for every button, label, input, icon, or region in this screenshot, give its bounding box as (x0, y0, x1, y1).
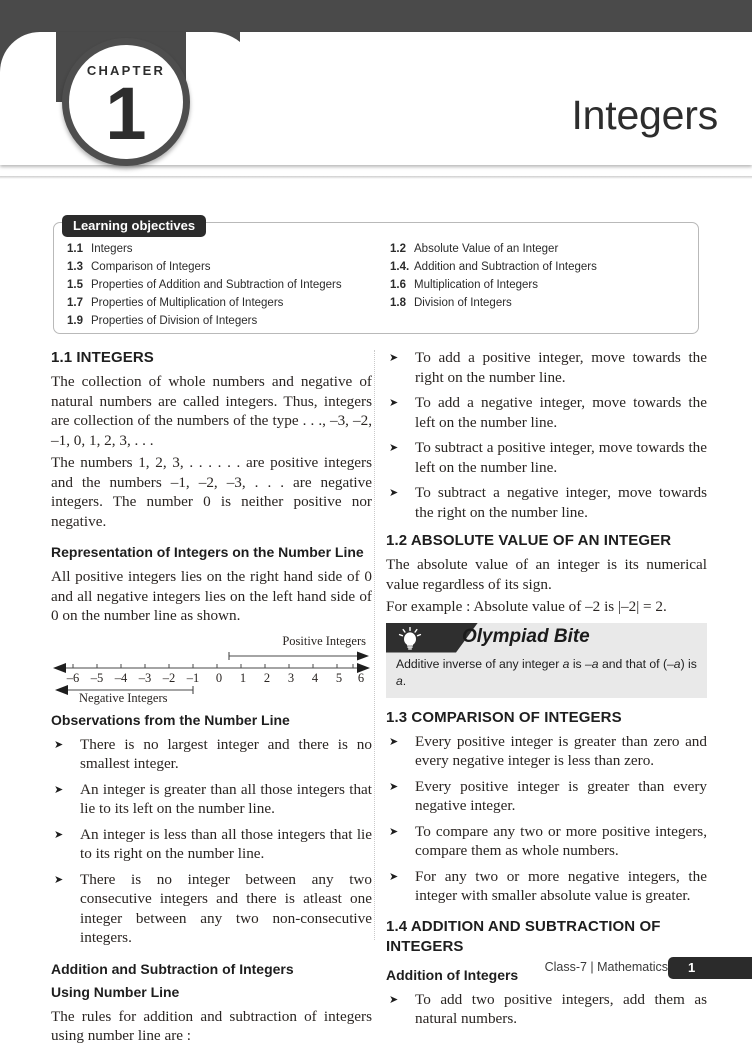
list-item-text: To compare any two or more positive integers, compare them as whole numbers. (415, 822, 707, 859)
list-item-text: An integer is less than all those integers that lie to its right on the number line. (80, 825, 372, 862)
list-item (386, 393, 707, 432)
arrow-bullet-icon: ➤ (389, 824, 399, 838)
arrow-bullet-icon: ➤ (54, 872, 64, 886)
lightbulb-icon (397, 627, 423, 650)
oly-text-suffix: . (402, 673, 407, 688)
tick-label: –6 (66, 670, 80, 685)
list-item-text: To add two positive integers, add them as natural numbers. (415, 990, 707, 1027)
list-item (51, 735, 372, 774)
lo-item (390, 294, 699, 312)
lo-item (390, 240, 699, 258)
header-dark-band (0, 0, 752, 32)
lo-item-number: 1.8 (390, 297, 406, 309)
list-item-text: Every positive integer is greater than zero and every negative integer is less than zero. (415, 732, 707, 769)
olympiad-bite-header (386, 623, 707, 653)
lo-item-label: Properties of Division of Integers (91, 315, 258, 327)
section-1-1-paragraph-2: The numbers 1, 2, 3, . . . . . . are positive integers and the numbers –1, –2, –3, . . . are negative integers. The number 0 is neither positive nor negative. (51, 454, 372, 530)
tick-label: 4 (311, 670, 319, 685)
list-item-text: There is no integer between any two consecutive integers and there is atleast one integer between any two non-consecutive integers. (80, 870, 372, 946)
list-item (386, 732, 707, 771)
list-item (386, 777, 707, 816)
list-item (386, 990, 707, 1029)
tick-label: –5 (90, 670, 104, 685)
number-line-tick-labels (51, 671, 372, 687)
lo-item-label: Multiplication of Integers (414, 279, 539, 291)
number-line-negative-label: Negative Integers (79, 690, 168, 705)
arrow-bullet-icon: ➤ (389, 441, 399, 454)
tick-label: 2 (263, 670, 271, 685)
oly-var-a4: a (396, 673, 403, 688)
footer-label: Class-7 | Mathematics (544, 960, 668, 974)
learning-objectives-badge: Learning objectives (62, 215, 206, 237)
arrow-bullet-icon: ➤ (54, 827, 64, 841)
observations-list (51, 735, 372, 948)
content-column-left (51, 348, 372, 1049)
tick-label: –1 (186, 670, 200, 685)
olympiad-bite-callout (386, 623, 707, 698)
comparison-list (386, 732, 707, 906)
lo-item (67, 294, 376, 312)
learning-objectives-list (53, 240, 699, 330)
arrow-bullet-icon: ➤ (54, 782, 64, 796)
section-1-2-paragraph-2: For example : Absolute value of –2 is |–2| = 2. (386, 598, 667, 615)
addsub-paragraph: The rules for addition and subtraction of integers using number line are : (51, 1007, 372, 1044)
list-item-text: For any two or more negative integers, the integer with smaller absolute value is greater. (415, 867, 707, 904)
oly-var-a1: a (562, 656, 570, 671)
tick-label: 6 (357, 670, 365, 685)
learning-objectives-column-left (53, 240, 376, 330)
list-item-text: To subtract a positive integer, move towards the left on the number line. (415, 439, 707, 476)
representation-paragraph: All positive integers lies on the right hand side of 0 and all negative integers lies on the left hand side of 0 on the number line as shown. (51, 568, 372, 624)
section-heading-1-1: 1.1 INTEGERS (51, 349, 154, 366)
arrow-bullet-icon: ➤ (389, 992, 399, 1006)
list-item (386, 867, 707, 906)
lo-item-label: Absolute Value of an Integer (414, 243, 559, 255)
lo-item-number: 1.1 (67, 243, 83, 255)
lo-item (390, 258, 699, 276)
lo-item-label: Addition and Subtraction of Integers (414, 261, 597, 273)
list-item-text: To add a positive integer, move towards the right on the number line. (415, 349, 707, 386)
learning-objectives-column-right (376, 240, 699, 330)
list-item-text: To subtract a negative integer, move towards the right on the number line. (415, 484, 707, 521)
oly-text-mid3: ) is (680, 656, 697, 671)
lo-item (67, 276, 376, 294)
lo-item-number: 1.4. (390, 261, 410, 273)
list-item-text: There is no largest integer and there is no smallest integer. (80, 735, 372, 772)
tick-label: 3 (287, 670, 295, 685)
lo-item-number: 1.2 (390, 243, 406, 255)
arrow-bullet-icon: ➤ (389, 396, 399, 409)
tick-label: 5 (335, 670, 343, 685)
lo-item-number: 1.5 (67, 279, 83, 291)
chapter-number: 1 (105, 72, 147, 155)
list-item (51, 870, 372, 948)
lo-item (67, 258, 376, 276)
list-item (51, 825, 372, 864)
lo-item-label: Integers (91, 243, 133, 255)
oly-text-mid2: and that of ( (598, 656, 668, 671)
page-number-box (668, 957, 752, 979)
arrow-bullet-icon: ➤ (389, 486, 399, 499)
list-item-text: Every positive integer is greater than every negative integer. (415, 777, 707, 814)
lo-item-number: 1.9 (67, 315, 83, 327)
header-underline-rule (0, 176, 752, 179)
content-column-right (386, 348, 707, 1035)
tick-label: –3 (138, 670, 152, 685)
list-item-text: To add a negative integer, move towards the left on the number line. (415, 394, 707, 431)
list-item (386, 348, 707, 387)
lo-item (67, 240, 376, 258)
lo-item-number: 1.7 (67, 297, 83, 309)
lo-item (67, 312, 376, 330)
page-title: Integers (571, 92, 718, 138)
arrow-bullet-icon: ➤ (389, 779, 399, 793)
list-item (386, 438, 707, 477)
list-item (51, 780, 372, 819)
list-item (386, 483, 707, 522)
lo-item-label: Properties of Multiplication of Integers (91, 297, 284, 309)
lo-item-label: Division of Integers (414, 297, 512, 309)
lo-item-number: 1.6 (390, 279, 406, 291)
tick-label: 0 (215, 670, 223, 685)
number-line-figure (51, 634, 372, 708)
chapter-badge (62, 38, 190, 166)
subheading-addsub-line1: Addition and Subtraction of Integers (51, 960, 294, 977)
lo-item-number: 1.3 (67, 261, 83, 273)
arrow-bullet-icon: ➤ (54, 737, 64, 751)
oly-var-a2: –a (585, 656, 599, 671)
subheading-representation: Representation of Integers on the Number Line (51, 544, 364, 560)
section-1-1-paragraph-1: The collection of whole numbers and negative of natural numbers are called integers. Thus, integers are collection of the numbers of the type . . ., –3, –2, –1, 0, 1, 2, 3, . . . (51, 373, 372, 449)
tick-label: –2 (162, 670, 176, 685)
subheading-addsub-line2: Using Number Line (51, 983, 180, 1000)
subheading-observations: Observations from the Number Line (51, 711, 290, 728)
page-number: 1 (688, 960, 696, 975)
page-header (0, 0, 752, 180)
lo-item (390, 276, 699, 294)
column-divider (374, 350, 376, 940)
section-1-2-paragraph-1: The absolute value of an integer is its numerical value regardless of its sign. (386, 556, 707, 593)
lo-item-label: Properties of Addition and Subtraction of Integers (91, 279, 342, 291)
arrow-bullet-icon: ➤ (389, 734, 399, 748)
section-heading-1-3: 1.3 COMPARISON OF INTEGERS (386, 708, 622, 726)
tick-label: 1 (239, 670, 247, 685)
tick-label: –4 (114, 670, 128, 685)
list-item (386, 822, 707, 861)
arrow-bullet-icon: ➤ (389, 869, 399, 883)
numberline-rules-list (386, 348, 707, 522)
page-footer (0, 957, 752, 981)
list-item-text: An integer is greater than all those integers that lie to its left on the number line. (80, 780, 372, 817)
section-heading-1-4: 1.4 ADDITION AND SUBTRACTION OF INTEGERS (386, 917, 661, 955)
section-heading-1-2: 1.2 ABSOLUTE VALUE OF AN INTEGER (386, 532, 672, 549)
olympiad-bite-body (386, 653, 707, 698)
arrow-bullet-icon: ➤ (389, 351, 399, 364)
lo-item-label: Comparison of Integers (91, 261, 211, 273)
olympiad-bite-title: Olympiad Bite (462, 625, 590, 647)
subheading-addition-of-integers: Addition of Integers (386, 966, 519, 983)
addition-list (386, 990, 707, 1029)
oly-var-a3: –a (667, 656, 681, 671)
oly-text-prefix: Additive inverse of any integer (396, 656, 563, 671)
chapter-word-label: CHAPTER (86, 63, 166, 78)
number-line-positive-label: Positive Integers (282, 633, 366, 648)
oly-text-mid1: is (569, 656, 586, 671)
